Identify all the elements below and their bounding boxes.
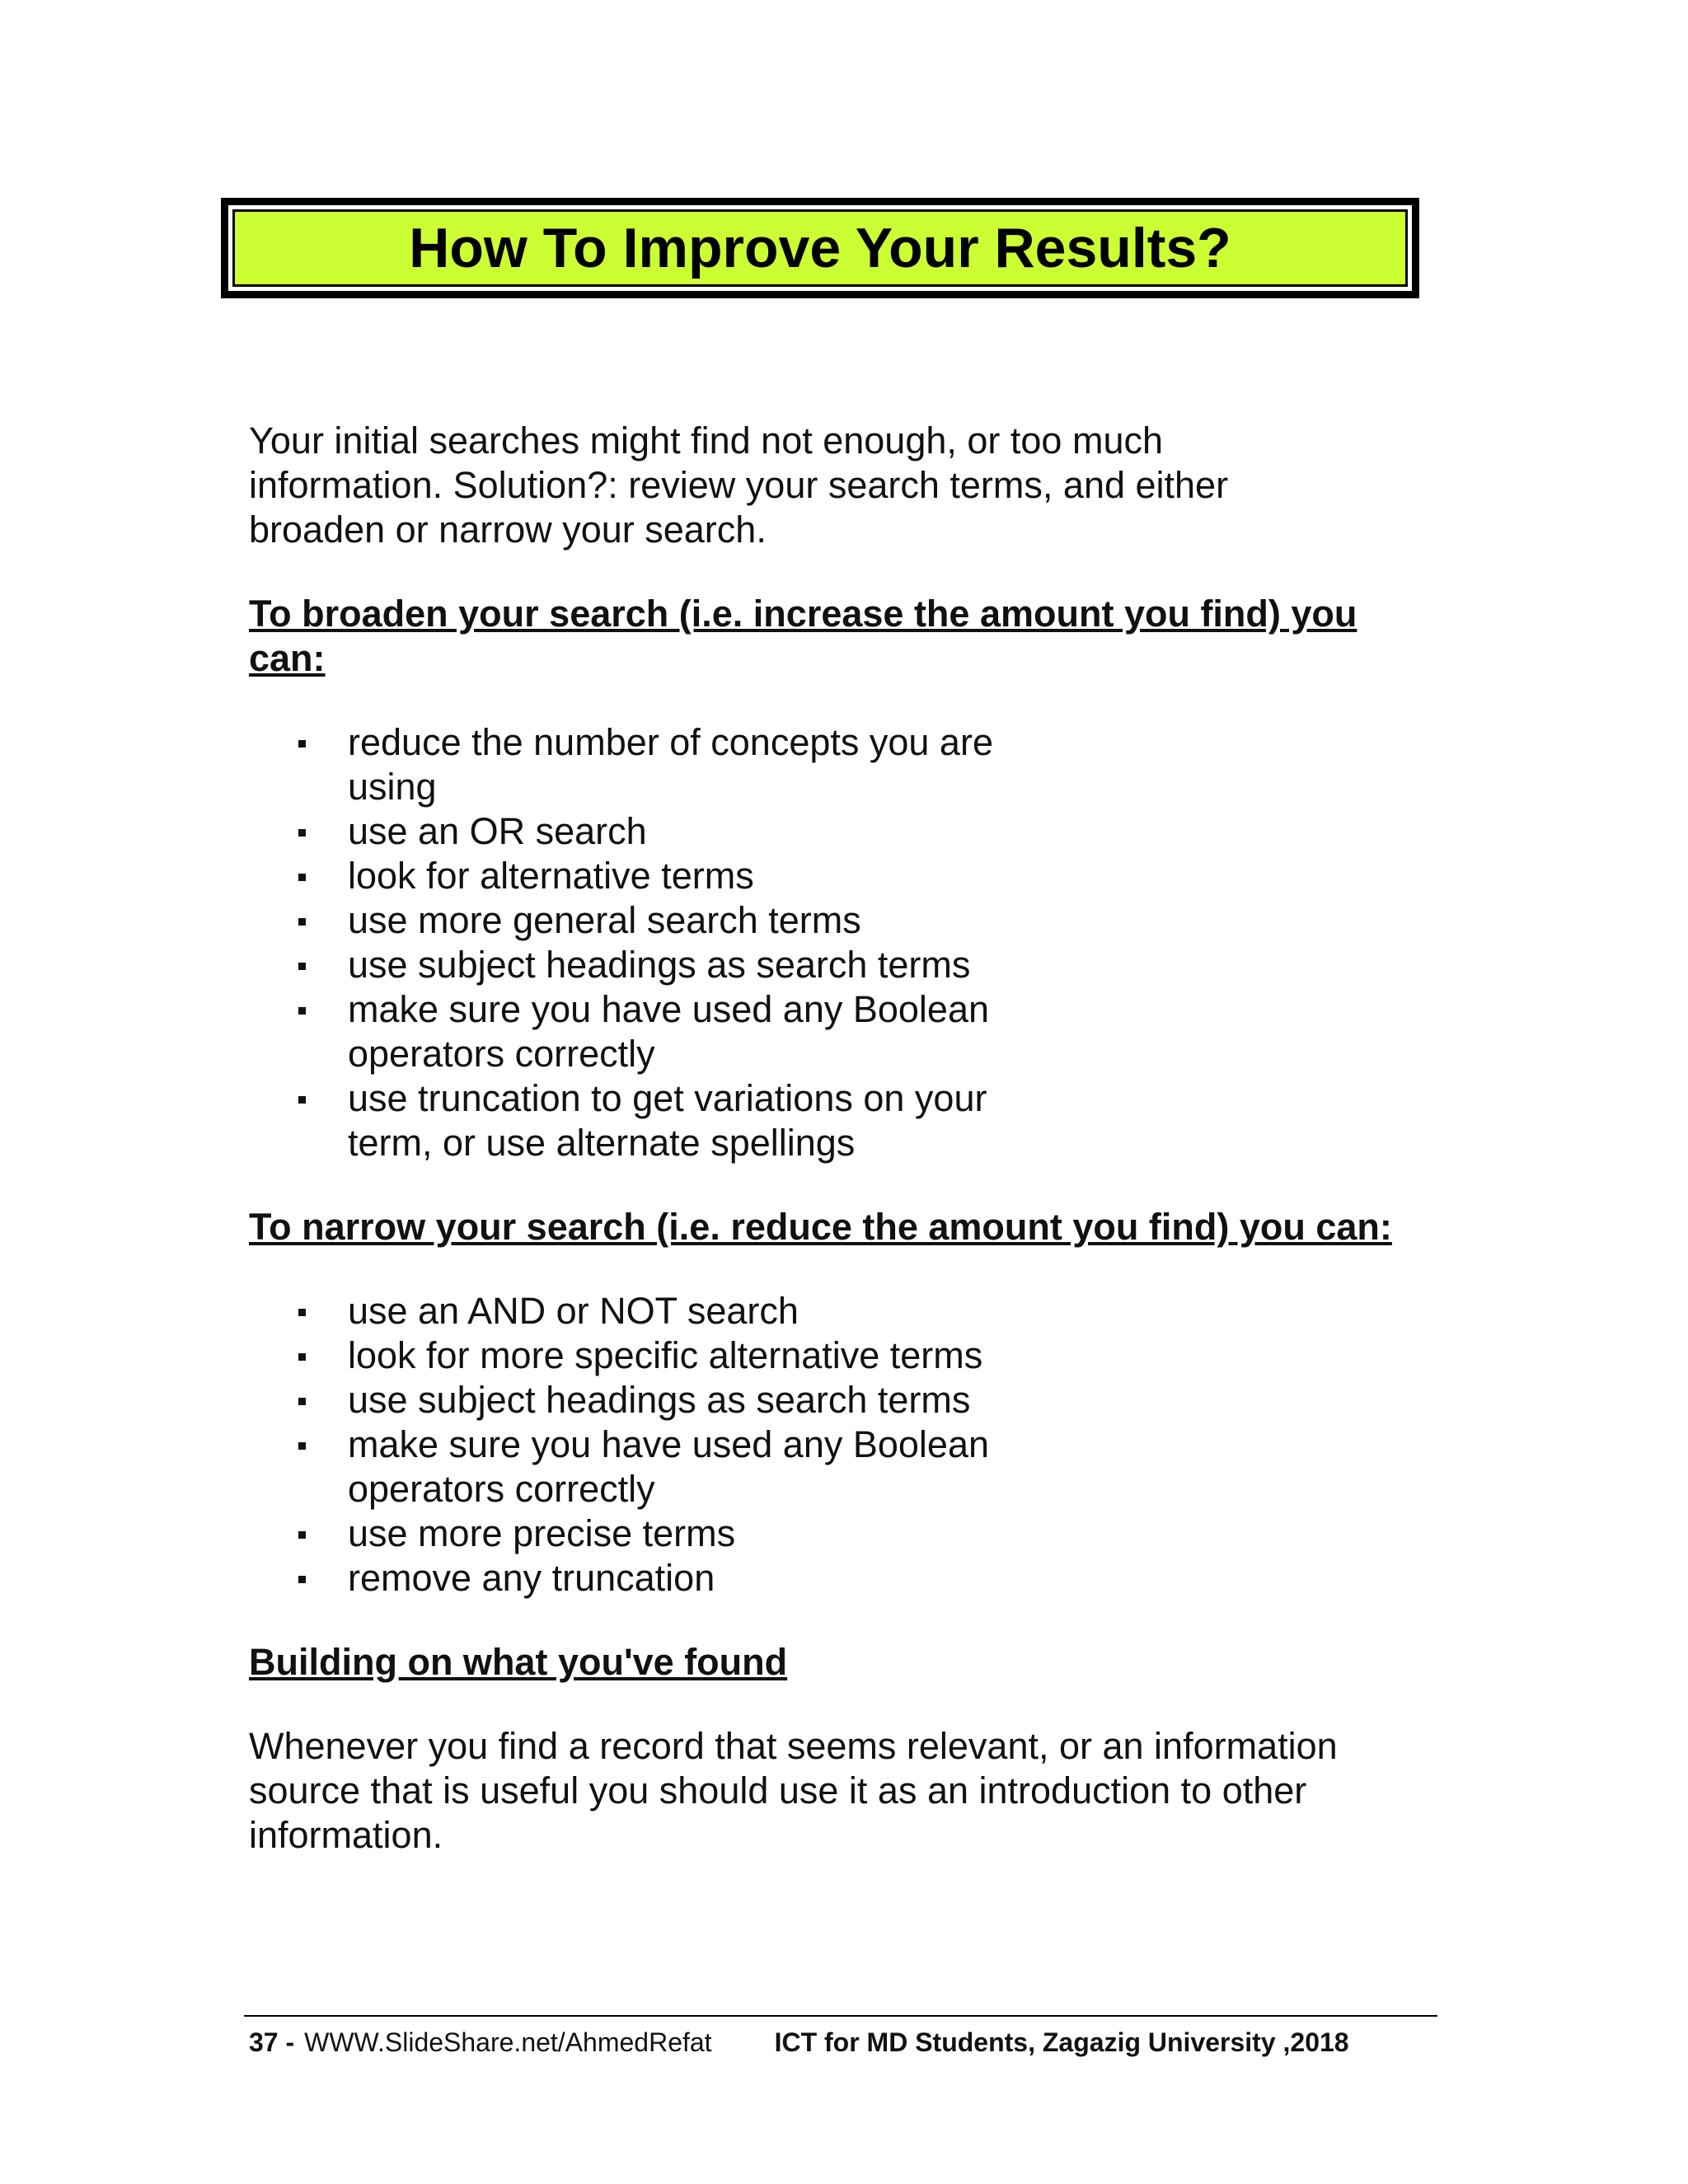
list-item: look for alternative terms xyxy=(249,854,1419,898)
square-bullet-icon xyxy=(298,963,306,970)
page-title-box xyxy=(221,198,1419,298)
list-item: use subject headings as search terms xyxy=(249,1378,1419,1422)
square-bullet-icon xyxy=(298,918,306,926)
footer-course: ICT for MD Students, Zagazig University ,2018 xyxy=(774,2027,1349,2057)
square-bullet-icon xyxy=(298,1442,306,1450)
page-footer xyxy=(249,2026,1349,2059)
list-item: use subject headings as search terms xyxy=(249,943,1419,987)
intro-paragraph: Your initial searches might find not enough, or too much information. Solution?: review your search terms, and either broaden or narrow your search. xyxy=(249,419,1229,551)
square-bullet-icon xyxy=(298,1398,306,1405)
list-item: remove any truncation xyxy=(249,1556,1419,1601)
page-number: 37 - xyxy=(249,2027,295,2057)
list-item: use truncation to get variations on your term, or use alternate spellings xyxy=(249,1076,1419,1165)
list-item: make sure you have used any Boolean operators correctly xyxy=(249,987,1419,1076)
narrow-heading: To narrow your search (i.e. reduce the amount you find) you can: xyxy=(249,1206,1392,1248)
list-item: use more general search terms xyxy=(249,898,1419,943)
page-title-banner xyxy=(232,209,1408,287)
square-bullet-icon xyxy=(298,1007,306,1015)
list-item: use an OR search xyxy=(249,809,1419,854)
building-heading: Building on what you've found xyxy=(249,1641,788,1683)
page-title: How To Improve Your Results? xyxy=(409,217,1231,279)
list-item: reduce the number of concepts you are using xyxy=(249,720,1419,809)
square-bullet-icon xyxy=(298,1096,306,1104)
square-bullet-icon xyxy=(298,1576,306,1583)
square-bullet-icon xyxy=(298,874,306,881)
list-item: use an AND or NOT search xyxy=(249,1289,1419,1333)
list-item: make sure you have used any Boolean operators correctly xyxy=(249,1422,1419,1511)
square-bullet-icon xyxy=(298,829,306,837)
square-bullet-icon xyxy=(298,740,306,748)
list-item: look for more specific alternative terms xyxy=(249,1333,1419,1378)
square-bullet-icon xyxy=(298,1353,306,1361)
footer-divider xyxy=(244,2015,1437,2017)
broaden-heading: To broaden your search (i.e. increase the amount you find) you can: xyxy=(249,593,1357,679)
building-paragraph: Whenever you find a record that seems relevant, or an information source that is useful you should use it as an introduction to other information. xyxy=(249,1725,1338,1856)
broaden-list xyxy=(249,720,1419,1165)
narrow-list xyxy=(249,1289,1419,1601)
list-item: use more precise terms xyxy=(249,1511,1419,1556)
square-bullet-icon xyxy=(298,1309,306,1316)
document-body xyxy=(249,419,1419,1858)
footer-site: WWW.SlideShare.net/AhmedRefat xyxy=(304,2027,712,2057)
square-bullet-icon xyxy=(298,1531,306,1539)
